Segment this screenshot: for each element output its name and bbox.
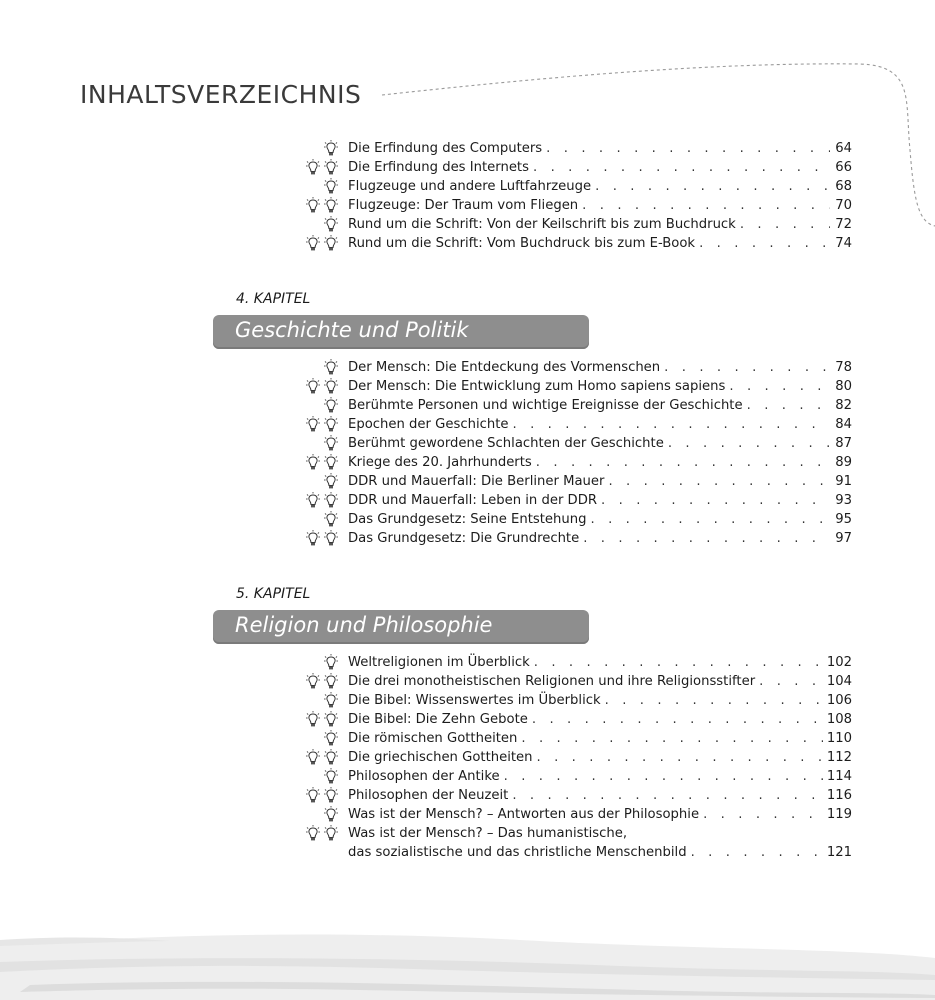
toc-page-number: 110 [826,731,852,746]
toc-entry[interactable] [300,234,852,253]
chapter-title: Geschichte und Politik [235,318,469,342]
brush-stroke-texture [0,935,935,1000]
toc-entry[interactable] [300,358,852,377]
chapter-label: 5. KAPITEL [236,586,311,602]
dot-leader [601,491,830,510]
double-lightbulb-icon [300,711,344,729]
toc-page-number: 70 [835,198,852,213]
toc-entry-title: Die Bibel: Wissenswertes im Überblick [348,693,601,708]
dot-leader [512,786,822,805]
toc-entry-title: Der Mensch: Die Entwicklung zum Homo sapiens sapiens [348,379,726,394]
dot-leader [591,510,831,529]
double-lightbulb-icon [300,378,344,396]
toc-page-number: 74 [835,236,852,251]
dot-leader [729,377,830,396]
toc-page-number: 91 [835,474,852,489]
toc-entry-title: Philosophen der Neuzeit [348,788,509,803]
page-title: INHALTSVERZEICHNIS [80,80,362,109]
lightbulb-icon [300,178,344,196]
toc-page-number: 68 [835,179,852,194]
toc-entry[interactable] [300,415,852,434]
toc-entry[interactable] [300,767,852,786]
toc-entry-title: DDR und Mauerfall: Leben in der DDR [348,493,598,508]
lightbulb-icon [300,473,344,491]
toc-entry[interactable] [300,215,852,234]
toc-entry[interactable] [300,748,852,767]
toc-entry-title: Philosophen der Antike [348,769,500,784]
toc-entry[interactable] [300,824,852,862]
chapter-banner [213,315,589,349]
toc-entry[interactable] [300,510,852,529]
toc-entry-title: Das Grundgesetz: Die Grundrechte [348,531,580,546]
toc-entry-title: Berühmt gewordene Schlachten der Geschichte [348,436,664,451]
double-lightbulb-icon [300,825,344,843]
toc-entry-title: das sozialistische und das christliche Menschenbild [348,845,687,860]
dot-leader [582,196,830,215]
double-lightbulb-icon [300,416,344,434]
dot-leader [759,672,823,691]
toc-page-number: 93 [835,493,852,508]
double-lightbulb-icon [300,787,344,805]
toc-page-number: 106 [826,693,852,708]
dot-leader [740,215,830,234]
toc-entry[interactable] [300,805,852,824]
double-lightbulb-icon [300,159,344,177]
toc-entry-title: Was ist der Mensch? – Das humanistische, [348,826,628,841]
dot-leader [668,434,830,453]
toc-page-number: 121 [826,845,852,860]
lightbulb-icon [300,397,344,415]
double-lightbulb-icon [300,530,344,548]
chapter-title: Religion und Philosophie [235,613,493,637]
toc-page-number: 116 [826,788,852,803]
lightbulb-icon [300,359,344,377]
toc-entry-title: Flugzeuge: Der Traum vom Fliegen [348,198,579,213]
dot-leader [703,805,823,824]
toc-entry[interactable] [300,434,852,453]
lightbulb-icon [300,216,344,234]
lightbulb-icon [300,806,344,824]
toc-page-number: 64 [835,141,852,156]
toc-entry[interactable] [300,529,852,548]
dot-leader [608,472,830,491]
toc-page-number: 104 [826,674,852,689]
lightbulb-icon [300,730,344,748]
toc-page-number: 102 [826,655,852,670]
toc-entry[interactable] [300,396,852,415]
toc-entry-title: Kriege des 20. Jahrhunderts [348,455,532,470]
toc-entry[interactable] [300,472,852,491]
dot-leader [532,710,823,729]
toc-list [300,653,852,862]
double-lightbulb-icon [300,749,344,767]
double-lightbulb-icon [300,454,344,472]
toc-entry[interactable] [300,377,852,396]
double-lightbulb-icon [300,197,344,215]
toc-entry[interactable] [300,672,852,691]
toc-entry-title: Flugzeuge und andere Luftfahrzeuge [348,179,592,194]
toc-entry[interactable] [300,729,852,748]
toc-list [300,358,852,548]
dot-leader [537,748,823,767]
toc-page-number: 66 [835,160,852,175]
toc-entry-title: Die drei monotheistischen Religionen und ihre Religionsstifter [348,674,756,689]
dot-leader [534,653,823,672]
lightbulb-icon [300,511,344,529]
toc-entry[interactable] [300,491,852,510]
lightbulb-icon [300,435,344,453]
double-lightbulb-icon [300,492,344,510]
toc-page-number: 112 [826,750,852,765]
toc-page-number: 72 [835,217,852,232]
toc-page-number: 95 [835,512,852,527]
dot-leader [691,843,823,862]
chapter-banner [213,610,589,644]
toc-entry-title: DDR und Mauerfall: Die Berliner Mauer [348,474,605,489]
toc-page-number: 119 [826,807,852,822]
toc-entry[interactable] [300,158,852,177]
toc-page-number: 84 [835,417,852,432]
toc-page-number: 80 [835,379,852,394]
toc-entry[interactable] [300,653,852,672]
toc-entry-title: Die römischen Gottheiten [348,731,518,746]
lightbulb-icon [300,654,344,672]
toc-entry-title: Rund um die Schrift: Vom Buchdruck bis zum E-Book [348,236,696,251]
toc-entry[interactable] [300,177,852,196]
toc-entry-title: Epochen der Geschichte [348,417,509,432]
dot-leader [533,158,830,177]
toc-entry-title: Weltreligionen im Überblick [348,655,530,670]
dot-leader [583,529,830,548]
toc-entry[interactable] [300,196,852,215]
toc-entry-title: Was ist der Mensch? – Antworten aus der Philosophie [348,807,700,822]
dot-leader [513,415,830,434]
lightbulb-icon [300,692,344,710]
toc-entry[interactable] [300,453,852,472]
toc-page-number: 97 [835,531,852,546]
dot-leader [521,729,822,748]
toc-page-number: 108 [826,712,852,727]
toc-entry-title: Das Grundgesetz: Seine Entstehung [348,512,587,527]
toc-entry-title: Die Erfindung des Computers [348,141,543,156]
dot-leader [664,358,830,377]
dot-leader [605,691,823,710]
double-lightbulb-icon [300,235,344,253]
toc-list [300,139,852,253]
toc-entry-title: Der Mensch: Die Entdeckung des Vormenschen [348,360,661,375]
toc-entry-title: Die Bibel: Die Zehn Gebote [348,712,528,727]
toc-entry-title: Rund um die Schrift: Von der Keilschrift bis zum Buchdruck [348,217,736,232]
toc-entry[interactable] [300,139,852,158]
toc-entry[interactable] [300,710,852,729]
toc-entry[interactable] [300,691,852,710]
toc-entry-title: Die griechischen Gottheiten [348,750,533,765]
toc-page-number: 89 [835,455,852,470]
toc-entry-title: Die Erfindung des Internets [348,160,529,175]
lightbulb-icon [300,768,344,786]
chapter-label: 4. KAPITEL [236,291,311,307]
toc-page-number: 114 [826,769,852,784]
dot-leader [595,177,830,196]
dot-leader [536,453,830,472]
double-lightbulb-icon [300,673,344,691]
dot-leader [747,396,830,415]
toc-page-number: 87 [835,436,852,451]
dot-leader [546,139,830,158]
dot-leader [699,234,830,253]
toc-entry[interactable] [300,786,852,805]
toc-entry-title: Berühmte Personen und wichtige Ereignisse der Geschichte [348,398,743,413]
toc-page-number: 78 [835,360,852,375]
lightbulb-icon [300,140,344,158]
dot-leader [504,767,823,786]
toc-page-number: 82 [835,398,852,413]
